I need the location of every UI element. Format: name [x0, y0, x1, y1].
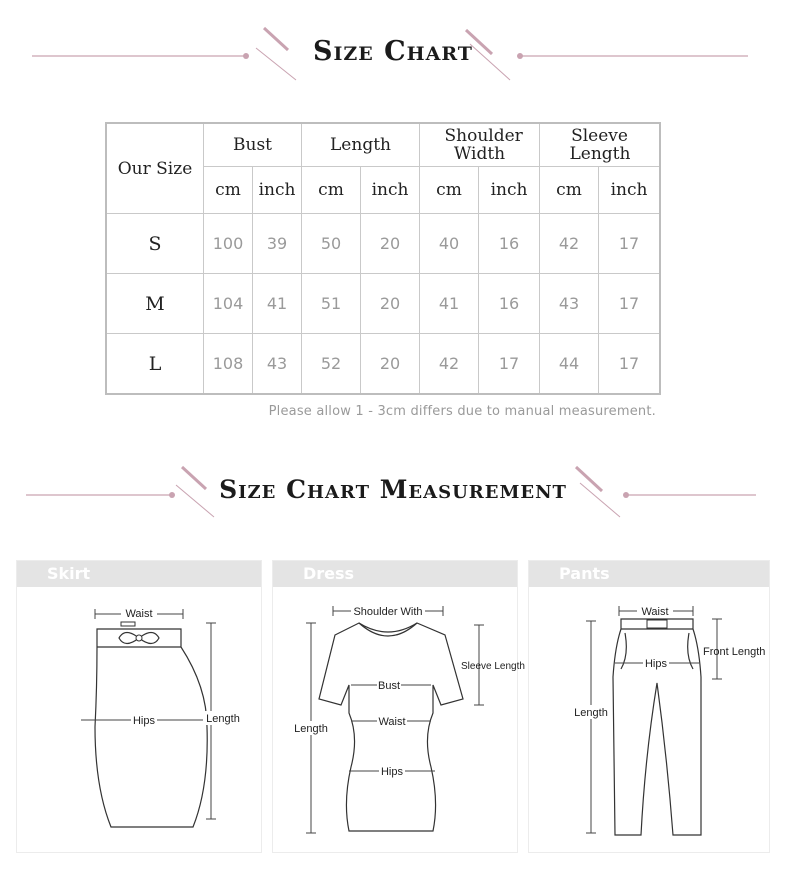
- size-label: M: [106, 274, 204, 334]
- unit-cell: inch: [253, 167, 302, 214]
- value-cell: 16: [479, 214, 540, 274]
- value-cell: 17: [599, 274, 661, 334]
- measurement-title: Size Chart Measurement: [219, 475, 567, 504]
- unit-cell: cm: [420, 167, 479, 214]
- dress-length-label: Length: [294, 723, 328, 735]
- size-label: S: [106, 214, 204, 274]
- dress-bust-label: Bust: [377, 680, 401, 692]
- value-cell: 43: [253, 334, 302, 395]
- table-row: [106, 214, 660, 274]
- value-cell: 20: [361, 214, 420, 274]
- pants-card: [528, 560, 770, 853]
- dress-card: [272, 560, 525, 853]
- table-row: [106, 334, 660, 395]
- dress-card-title: Dress: [273, 561, 517, 587]
- value-cell: 104: [204, 274, 253, 334]
- value-cell: 40: [420, 214, 479, 274]
- sleeve-length-label: Sleeve Length: [569, 126, 631, 164]
- dress-hips-label: Hips: [380, 766, 404, 778]
- skirt-card: [16, 560, 262, 853]
- pants-length-label: Length: [574, 707, 608, 719]
- unit-cell: inch: [361, 167, 420, 214]
- value-cell: 44: [540, 334, 599, 395]
- value-cell: 20: [361, 274, 420, 334]
- pants-front-length-label: Front Length: [703, 646, 766, 658]
- value-cell: 100: [204, 214, 253, 274]
- size-chart-heading: [0, 14, 786, 94]
- bust-header: Bust: [204, 123, 302, 167]
- unit-cell: cm: [302, 167, 361, 214]
- unit-cell: cm: [540, 167, 599, 214]
- size-label: L: [106, 334, 204, 395]
- value-cell: 20: [361, 334, 420, 395]
- unit-cell: cm: [204, 167, 253, 214]
- dress-waist-label: Waist: [378, 716, 406, 728]
- skirt-card-title: Skirt: [17, 561, 261, 587]
- value-cell: 52: [302, 334, 361, 395]
- value-cell: 41: [253, 274, 302, 334]
- value-cell: 17: [599, 214, 661, 274]
- value-cell: 39: [253, 214, 302, 274]
- skirt-hips-label: Hips: [132, 715, 156, 727]
- unit-cell: inch: [599, 167, 661, 214]
- value-cell: 41: [420, 274, 479, 334]
- shoulder-width-header: [420, 123, 540, 167]
- value-cell: 16: [479, 274, 540, 334]
- size-chart-title: Size Chart: [313, 36, 473, 67]
- unit-cell: inch: [479, 167, 540, 214]
- skirt-waist-label: Waist: [125, 608, 153, 620]
- dress-shoulder-label: Shoulder With: [353, 606, 423, 618]
- length-header: Length: [302, 123, 420, 167]
- skirt-diagram: [17, 587, 261, 851]
- value-cell: 17: [479, 334, 540, 395]
- value-cell: 43: [540, 274, 599, 334]
- table-header-row: [106, 123, 660, 167]
- value-cell: 50: [302, 214, 361, 274]
- sleeve-length-header: [540, 123, 661, 167]
- pants-card-title: Pants: [529, 561, 769, 587]
- measurement-note: Please allow 1 - 3cm differs due to manual measurement.: [268, 404, 656, 419]
- value-cell: 42: [540, 214, 599, 274]
- dress-sleeve-label: Sleeve Length: [461, 661, 525, 672]
- shoulder-width-label: Shoulder Width: [444, 126, 523, 164]
- value-cell: 17: [599, 334, 661, 395]
- dress-diagram: [273, 587, 525, 851]
- pants-hips-label: Hips: [644, 658, 668, 670]
- pants-diagram: [529, 587, 769, 851]
- size-table: [105, 122, 661, 395]
- table-row: [106, 274, 660, 334]
- our-size-header: Our Size: [106, 123, 204, 214]
- value-cell: 108: [204, 334, 253, 395]
- value-cell: 42: [420, 334, 479, 395]
- value-cell: 51: [302, 274, 361, 334]
- skirt-length-label: Length: [206, 713, 240, 725]
- pants-waist-label: Waist: [641, 606, 669, 618]
- size-chart-measurement-heading: [0, 455, 786, 535]
